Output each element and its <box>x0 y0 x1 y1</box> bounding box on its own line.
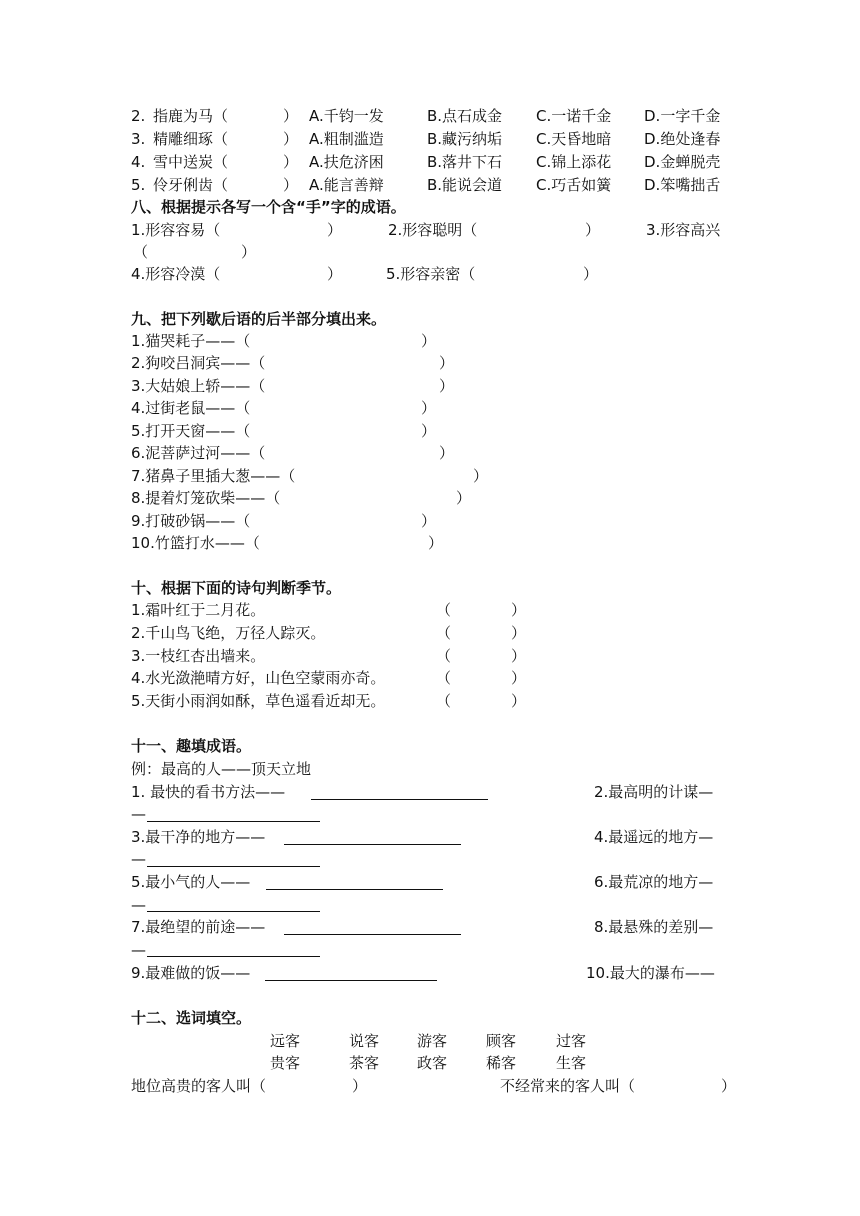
word-option: 说客 <box>349 1032 380 1050</box>
paren-close: ） <box>283 130 299 148</box>
poem-line: 1.霜叶红于二月花。 <box>131 601 266 619</box>
item-number: 3. <box>131 130 146 148</box>
item-word: 伶牙俐齿（ <box>153 176 229 194</box>
choice-item-2 <box>131 106 145 126</box>
option-d: D.绝处逢春 <box>644 130 721 148</box>
blank-prompt: 10.最大的瀑布—— <box>586 964 715 982</box>
answer-underline <box>147 911 320 912</box>
item-number: 4. <box>131 153 146 171</box>
paren-close: ） <box>439 354 455 372</box>
answer-underline <box>147 821 320 822</box>
word-option: 顾客 <box>486 1032 517 1050</box>
paren-close: ） <box>439 444 455 462</box>
option-a: A.粗制滥造 <box>309 130 384 148</box>
answer-underline <box>147 866 320 867</box>
blank-prompt: 3.最干净的地方—— <box>131 828 266 846</box>
dash-continuation: — <box>131 941 146 959</box>
option-c: C.锦上添花 <box>536 153 612 171</box>
answer-paren: （ ） <box>436 601 527 619</box>
word-option: 远客 <box>270 1032 301 1050</box>
blank-prompt: 8.最悬殊的差别— <box>594 918 714 936</box>
example-line: 例：最高的人——顶天立地 <box>131 760 312 778</box>
list-item: 10.竹篮打水——（ <box>131 534 260 552</box>
prompt-3: 3.形容高兴 <box>646 221 721 239</box>
poem-line: 2.千山鸟飞绝，万径人踪灭。 <box>131 624 326 642</box>
paren-close: ） <box>583 265 599 283</box>
paren-close: ） <box>421 422 437 440</box>
fill-prompt-1: 地位高贵的客人叫（ <box>131 1077 267 1095</box>
blank-prompt: 7.最绝望的前途—— <box>131 918 266 936</box>
answer-paren: （ ） <box>436 692 527 710</box>
prompt-2: 2.形容聪明（ <box>388 221 478 239</box>
dash-continuation: — <box>131 896 146 914</box>
poem-line: 3.一枝红杏出墙来。 <box>131 647 266 665</box>
paren-close: ） <box>439 377 455 395</box>
item-word: 指鹿为马（ <box>153 107 229 125</box>
paren-close: ） <box>352 1077 368 1095</box>
dash-continuation: — <box>131 850 146 868</box>
paren-close: ） <box>421 512 437 530</box>
paren-close: ） <box>421 399 437 417</box>
option-c: C.巧舌如簧 <box>536 176 612 194</box>
list-item: 9.打破砂锅——（ <box>131 512 251 530</box>
blank-prompt: 4.最遥远的地方— <box>594 828 714 846</box>
answer-paren: （ ） <box>436 669 527 687</box>
word-option: 稀客 <box>486 1054 517 1072</box>
poem-line: 4.水光潋滟晴方好，山色空蒙雨亦奇。 <box>131 669 386 687</box>
blank-prompt: 1. 最快的看书方法—— <box>131 783 286 801</box>
section-title: 九、把下列歇后语的后半部分填出来。 <box>131 310 387 328</box>
option-d: D.金蝉脱壳 <box>644 153 721 171</box>
prompt-4: 4.形容冷漠（ <box>131 265 221 283</box>
paren-close: ） <box>721 1077 737 1095</box>
paren-close: ） <box>421 332 437 350</box>
section-title: 十一、趣填成语。 <box>131 737 252 755</box>
answer-underline <box>265 980 437 981</box>
word-option: 贵客 <box>270 1054 301 1072</box>
paren-close: ） <box>456 489 472 507</box>
word-option: 生客 <box>556 1054 587 1072</box>
paren-close: ） <box>327 265 343 283</box>
blank-prompt: 2.最高明的计谋— <box>594 783 714 801</box>
list-item: 5.打开天窗——（ <box>131 422 251 440</box>
prompt-5: 5.形容亲密（ <box>386 265 476 283</box>
option-b: B.藏污纳垢 <box>427 130 503 148</box>
blank-prompt: 5.最小气的人—— <box>131 873 251 891</box>
paren-close: ） <box>473 467 489 485</box>
section-title: 十二、选词填空。 <box>131 1009 252 1027</box>
paren-open: （ <box>133 243 149 261</box>
paren-close: ） <box>283 107 299 125</box>
fill-prompt-2: 不经常来的客人叫（ <box>500 1077 636 1095</box>
item-word: 雪中送炭（ <box>153 153 229 171</box>
option-c: C.天昏地暗 <box>536 130 612 148</box>
list-item: 4.过街老鼠——（ <box>131 399 251 417</box>
paren-close: ） <box>327 221 343 239</box>
blank-prompt: 9.最难做的饭—— <box>131 964 251 982</box>
list-item: 8.提着灯笼砍柴——（ <box>131 489 281 507</box>
list-item: 7.猪鼻子里插大葱——（ <box>131 467 296 485</box>
option-b: B.落井下石 <box>427 153 503 171</box>
answer-underline <box>311 799 488 800</box>
prompt-1: 1.形容容易（ <box>131 221 221 239</box>
paren-close: ） <box>283 176 299 194</box>
option-b: B.能说会道 <box>427 176 503 194</box>
list-item: 3.大姑娘上轿——（ <box>131 377 266 395</box>
option-a: A.扶危济困 <box>309 153 384 171</box>
paren-close: ） <box>585 221 601 239</box>
poem-line: 5.天街小雨润如酥，草色遥看近却无。 <box>131 692 386 710</box>
option-a: A.能言善辩 <box>309 176 384 194</box>
option-a: A.千钧一发 <box>309 107 384 125</box>
item-word: 精雕细琢（ <box>153 130 229 148</box>
answer-underline <box>147 956 320 957</box>
word-option: 茶客 <box>349 1054 380 1072</box>
item-number: 2. <box>131 107 146 125</box>
paren-close: ） <box>241 243 257 261</box>
answer-paren: （ ） <box>436 647 527 665</box>
word-option: 游客 <box>417 1032 448 1050</box>
answer-underline <box>266 889 443 890</box>
item-number: 5. <box>131 176 146 194</box>
blank-prompt: 6.最荒凉的地方— <box>594 873 714 891</box>
option-d: D.一字千金 <box>644 107 721 125</box>
section-title: 八、根据提示各写一个含“手”字的成语。 <box>131 198 406 216</box>
list-item: 2.狗咬吕洞宾——（ <box>131 354 266 372</box>
answer-underline <box>284 844 461 845</box>
paren-close: ） <box>428 534 444 552</box>
list-item: 6.泥菩萨过河——（ <box>131 444 266 462</box>
option-b: B.点石成金 <box>427 107 503 125</box>
option-c: C.一诺千金 <box>536 107 612 125</box>
dash-continuation: — <box>131 805 146 823</box>
list-item: 1.猫哭耗子——（ <box>131 332 251 350</box>
word-option: 过客 <box>556 1032 587 1050</box>
word-option: 政客 <box>417 1054 448 1072</box>
answer-paren: （ ） <box>436 624 527 642</box>
section-title: 十、根据下面的诗句判断季节。 <box>131 579 342 597</box>
paren-close: ） <box>283 153 299 171</box>
option-d: D.笨嘴拙舌 <box>644 176 721 194</box>
answer-underline <box>284 934 461 935</box>
